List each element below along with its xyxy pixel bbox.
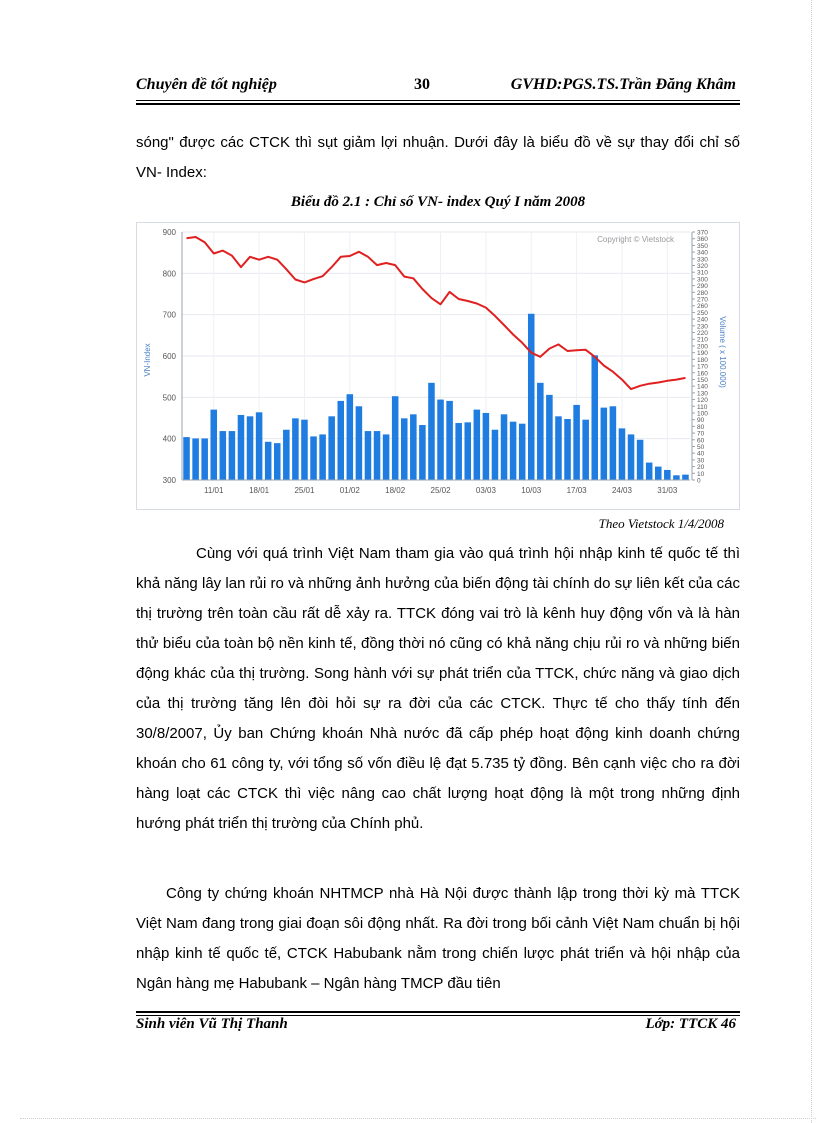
- x-tick-label: 25/01: [294, 486, 315, 495]
- volume-bar: [474, 410, 481, 480]
- volume-bar: [646, 463, 653, 480]
- volume-bar: [446, 401, 453, 480]
- y2-tick-label: 250: [697, 309, 708, 317]
- volume-bar: [401, 418, 408, 480]
- volume-bar: [428, 383, 435, 480]
- page-header: [136, 76, 736, 98]
- volume-bar: [564, 419, 571, 480]
- x-tick-label: 25/02: [430, 486, 451, 495]
- y2-tick-label: 150: [697, 376, 708, 384]
- y2-tick-label: 260: [697, 303, 708, 311]
- y2-tick-label: 370: [697, 229, 708, 237]
- header-title: Chuyên đề tốt nghiệp: [136, 76, 277, 93]
- volume-bar: [510, 422, 517, 480]
- volume-bar: [283, 430, 290, 480]
- volume-bar: [328, 416, 335, 480]
- chart-caption: Biểu đồ 2.1 : Chỉ số VN- index Quý I năm 2008: [290, 194, 586, 210]
- second-paragraph-text: Công ty chứng khoán NHTMCP nhà Hà Nội được thành lập trong thời kỳ mà TTCK Việt Nam đang trong giai đoạn sôi động nhất. Ra đời trong bối cảnh Việt Nam chuẩn bị hội nhập kinh tế quốc tế, CTCK Habubank nằm trong chiến lược phát triển và hội nhập của Ngân hàng mẹ Habubank – Ngân hàng TMCP đầu tiên: [136, 885, 740, 992]
- volume-bar: [365, 431, 372, 480]
- volume-bar: [673, 475, 680, 480]
- y2-tick-label: 190: [697, 350, 708, 358]
- x-tick-label: 24/03: [611, 486, 632, 495]
- y2-tick-label: 170: [697, 363, 708, 371]
- volume-bar: [201, 438, 208, 480]
- y2-tick-label: 50: [697, 443, 705, 451]
- y2-tick-label: 210: [697, 336, 708, 344]
- volume-bar: [310, 436, 317, 480]
- footer-student: Sinh viên Vũ Thị Thanh: [136, 1016, 288, 1032]
- volume-bar: [501, 414, 508, 480]
- volume-bar: [637, 440, 644, 480]
- volume-bar: [555, 416, 562, 480]
- y-tick-label: 600: [162, 352, 176, 361]
- y2-tick-label: 270: [697, 296, 708, 304]
- chart-svg: [136, 222, 740, 510]
- y2-tick-label: 320: [697, 263, 708, 271]
- volume-bar: [183, 437, 190, 480]
- volume-bar: [483, 413, 490, 480]
- volume-bar: [265, 442, 272, 480]
- volume-bar: [437, 400, 444, 480]
- y2-tick-label: 200: [697, 343, 708, 351]
- main-paragraph: [136, 539, 740, 839]
- y2-tick-label: 310: [697, 269, 708, 277]
- volume-bar: [655, 467, 662, 480]
- volume-bar: [238, 415, 245, 480]
- y2-tick-label: 90: [697, 417, 705, 425]
- volume-bar: [682, 475, 689, 480]
- header-rule: [136, 100, 740, 105]
- y2-axis-label: Volume ( x 100.000): [718, 316, 727, 388]
- volume-bar: [292, 418, 299, 480]
- volume-bar: [410, 414, 417, 480]
- volume-bar: [374, 431, 381, 480]
- y2-tick-label: 40: [697, 450, 705, 458]
- page-edge-right: [811, 0, 812, 1123]
- volume-bar: [537, 383, 544, 480]
- y2-tick-label: 290: [697, 283, 708, 291]
- volume-bar: [383, 434, 390, 480]
- y-tick-label: 900: [162, 228, 176, 237]
- intro-paragraph: sóng" được các CTCK thì sụt giảm lợi nhuận. Dưới đây là biểu đồ về sự thay đổi chỉ số VN- Index:: [136, 134, 740, 181]
- second-paragraph: [136, 879, 740, 999]
- volume-bar: [319, 434, 326, 480]
- y2-tick-label: 100: [697, 410, 708, 418]
- chart-copyright: Copyright © Vietstock: [597, 235, 674, 244]
- y2-tick-label: 160: [697, 370, 708, 378]
- volume-bar: [528, 314, 535, 480]
- volume-bar: [519, 424, 526, 480]
- volume-bar: [591, 355, 598, 480]
- volume-bar: [582, 420, 589, 480]
- y2-tick-label: 80: [697, 423, 705, 431]
- x-tick-label: 11/01: [204, 486, 224, 495]
- volume-bar: [210, 410, 217, 480]
- volume-bar: [601, 408, 608, 480]
- volume-bar: [573, 405, 580, 480]
- x-tick-label: 17/03: [566, 486, 587, 495]
- x-tick-label: 03/03: [475, 486, 496, 495]
- y2-tick-label: 300: [697, 276, 708, 284]
- main-paragraph-text: Cùng với quá trình Việt Nam tham gia vào quá trình hội nhập kinh tế quốc tế thì khả năng lây lan rủi ro và những ảnh hưởng của biến động tài chính do sự liên kết của các thị trường trên toàn cầu rất dễ xảy ra. TTCK đóng vai trò là kênh huy động vốn và là hàn thử biểu của toàn bộ nền kinh tế, đồng thời nó cũng có khả năng chịu rủi ro và những biến động khác của thị trường. Song hành với sự phát triển của TTCK, chức năng và giao dịch của thị trường tăng lên đòi hỏi sự ra đời của các CTCK. Thực tế cho thấy tính đến 30/8/2007, Ủy ban Chứng khoán Nhà nước đã cấp phép hoạt động kinh doanh chứng khoán cho 61 công ty, với tổng số vốn điều lệ đạt 5.735 tỷ đồng. Bên cạnh việc cho ra đời hàng loạt các CTCK thì việc nâng cao chất lượng hoạt động là một trong những định hướng phát triển thị trường của Chính phủ.: [136, 545, 740, 832]
- volume-bar: [419, 425, 426, 480]
- x-tick-label: 18/02: [385, 486, 406, 495]
- volume-bar: [247, 416, 254, 480]
- y-tick-label: 800: [162, 269, 176, 279]
- volume-bar: [546, 395, 553, 480]
- page-edge-bottom: [20, 1118, 816, 1119]
- x-tick-label: 01/02: [339, 486, 360, 495]
- y2-tick-label: 10: [697, 470, 705, 478]
- y-tick-label: 400: [162, 434, 176, 444]
- chart-source: Theo Vietstock 1/4/2008: [598, 516, 724, 531]
- y2-tick-label: 20: [697, 464, 705, 472]
- volume-bar: [229, 431, 236, 480]
- y-tick-label: 300: [162, 476, 176, 485]
- volume-bar: [628, 434, 635, 480]
- y2-tick-label: 60: [697, 437, 705, 445]
- x-tick-label: 10/03: [521, 486, 542, 495]
- y2-tick-label: 140: [697, 383, 708, 391]
- y2-tick-label: 230: [697, 323, 708, 331]
- y2-tick-label: 240: [697, 316, 708, 324]
- footer-class: Lớp: TTCK 46: [645, 1016, 736, 1032]
- y2-tick-label: 220: [697, 330, 708, 338]
- y2-tick-label: 130: [697, 390, 708, 398]
- y2-tick-label: 180: [697, 356, 708, 364]
- volume-bar: [274, 443, 281, 480]
- volume-bar: [455, 423, 462, 480]
- volume-bar: [619, 428, 626, 480]
- y2-tick-label: 70: [697, 430, 705, 438]
- y2-tick-label: 120: [697, 397, 708, 405]
- y-tick-label: 500: [162, 393, 176, 403]
- volume-bar: [192, 438, 199, 480]
- page-number: 30: [414, 76, 430, 93]
- volume-bar: [337, 401, 344, 480]
- volume-bar: [256, 412, 263, 480]
- y-tick-label: 700: [162, 310, 176, 320]
- volume-bar: [464, 422, 471, 480]
- y2-tick-label: 350: [697, 242, 708, 250]
- volume-bar: [347, 394, 354, 480]
- x-tick-label: 18/01: [249, 486, 270, 495]
- volume-bar: [664, 470, 671, 480]
- y2-tick-label: 30: [697, 457, 705, 465]
- header-advisor: GVHD:PGS.TS.Trần Đăng Khâm: [510, 76, 736, 93]
- volume-bar: [356, 406, 363, 480]
- volume-bar: [492, 430, 499, 480]
- volume-bar: [301, 420, 308, 480]
- volume-bar: [220, 431, 227, 480]
- x-tick-label: 31/03: [657, 486, 678, 495]
- volume-bar: [610, 406, 617, 480]
- y2-tick-label: 340: [697, 249, 708, 257]
- y-axis-label: VN-Index: [143, 343, 152, 377]
- volume-bar: [392, 396, 399, 480]
- y2-tick-label: 280: [697, 289, 708, 297]
- y2-tick-label: 110: [697, 403, 708, 411]
- vn-index-chart: [136, 222, 740, 510]
- y2-tick-label: 0: [697, 477, 701, 485]
- y2-tick-label: 330: [697, 256, 708, 264]
- y2-tick-label: 360: [697, 236, 708, 244]
